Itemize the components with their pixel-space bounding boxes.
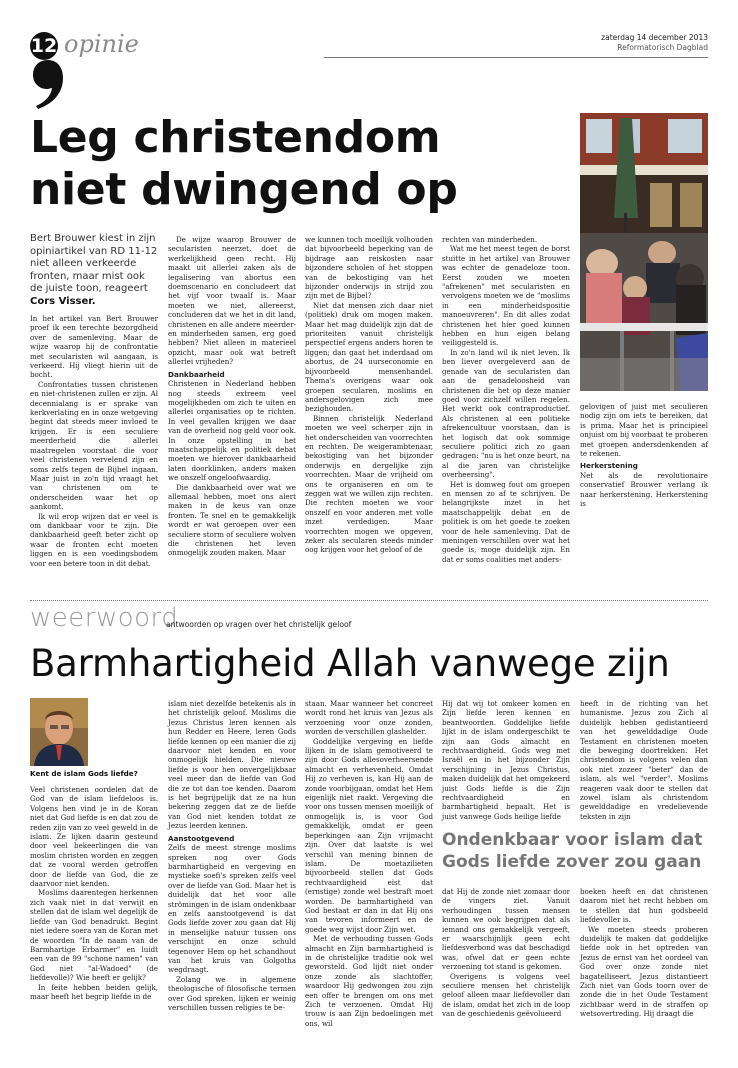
paragraph: rechten van minderheden.: [442, 235, 538, 244]
terrace-photo: [580, 113, 708, 391]
subheading: Aanstootgevend: [168, 833, 235, 843]
paragraph: Goddelijke vergeving en liefde lijken in de islam gemotiveerd te zijn door Gods allesoverheersende almacht en verhevenheid. Omdat Hij zo verheven is, kan Hij aan de zonde voorbijgaan, omdat het Hem eigenlijk niet raakt. Vergeving die voor ons tussen mensen moeilijk of onmogelijk is, is voor God gemakkelijk, omdat er geen beperkingen aan Zijn vrijmacht zijn. Over dat laatste is wel verschil van mening binnen de islam. De moetazilieten bijvoorbeeld stellen dat Gods rechtvaardigheid eist dat (ernstige) zonde wel bestraft moet worden. De barmhartigheid van God bestaat er dan in dat Hij ons van tevoren informeert en de goede weg wijst door Zijn wet.: [305, 736, 433, 934]
paragraph: Het is domweg fout om groepen en mensen zo af te schrijven. De belangrijkste inzet in het maatschappelijk debat en de politiek is om het goede te zoeken voor de hele samenleving. Dat de meningen verschillen over wat het goede is, moge duidelijk zijn. En dat er soms coalities met anders-: [442, 479, 570, 564]
article2-headline: Barmhartigheid Allah vanwege zijn: [30, 642, 670, 685]
paragraph: Die dankbaarheid over wat we allemaal hebben, moet ons alert maken in de keus van onze fronten. Te snel en te gemakkelijk wordt er wat geroepen over een seculiere storm of seculiere wolven die christenen het leven onmogelijk zouden maken. Maar: [168, 482, 296, 558]
paragraph: Zolang we in algemene theologische of filosofische termen over God spreken, lijken er weinig verschillen tussen religies te be-: [168, 974, 296, 1012]
article1-column-5: [580, 402, 708, 508]
portrait-caption: Kent de islam Gods liefde?: [30, 769, 138, 778]
paragraph: Wat me het meest tegen de borst stuitte in het artikel van Brouwer was echter de genadeloze toon. Eerst zouden we moeten "afrekenen" met secularisten en vervolgens moeten we de "moslims in een minderheidspositie manoeuvreren". En dit alles zodat christenen het hier goed kunnen hebben en hun eigen belang veiliggesteld is.: [442, 244, 570, 348]
paragraph: Confrontaties tussen christenen en niet-christenen zullen er zijn. Al decennialang is er sprake van kerkverlating en in onze wetgeving begint dat steeds meer invloed te krijgen. Er is een seculiere meerderheid die allerlei maatregelen voorstaat die voor veel christenen vervelend zijn en soms zelfs tegen de Bijbel ingaan. Maar juist in zo'n tijd vraagt het van christenen om te onderscheiden waar het op aankomt.: [30, 379, 158, 512]
article1-column-4: [442, 235, 570, 564]
paragraph: Binnen christelijk Nederland moeten we veel scherper zijn in het onderscheiden van voorrechten en rechten. De weigerambtenaar, bekostiging van het bijzonder onderwijs en dergelijke zijn voorrechten. Maar de vrijheid om ons te organiseren en om te zeggen wat we willen zijn rechten. Die rechten moeten we voor onszelf en voor anderen met volle inzet verdedigen. Maar voorrechten mogen we opgeven, zeker als secularen steeds minder oog krijgen voor het geloof of de: [305, 413, 433, 555]
author-name: Cors Visser.: [30, 295, 96, 307]
page-number: 12: [30, 32, 58, 60]
paragraph: In feite hebben beiden gelijk, maar heeft het begrip liefde in de: [30, 982, 158, 1001]
paragraph: In het artikel van Bert Brouwer proef ik een terechte bezorgdheid over de samenleving. Maar de wijze waarop hij de confrontatie met secularisten wil aangaan, is verkeerd. Hij vliegt hierin uit de bocht.: [30, 314, 158, 380]
paragraph: gelovigen of juist met seculieren nodig zijn om iets te bereiken, dat is prima. Maar het is principieel onjuist om bij voorbaat te proberen met groepen andersdenkenden af te rekenen.: [580, 402, 708, 459]
paragraph: staan. Maar wanneer het concreet wordt rond het kruis van Jezus als verzoening voor onze zonden, worden de verschillen glashelder.: [305, 699, 433, 737]
paragraph: we kunnen toch moeilijk volhouden dat bijvoorbeeld beperking van de bijdrage aan reiskosten naar bijzondere scholen of het stoppen van de bekostiging van het bijzonder onderwijs in strijd zou zijn met de Bijbel?: [305, 235, 433, 301]
paragraph: islam niet dezelfde betekenis als in het christelijk geloof. Moslims die Jezus Christus leren kennen als hun Redder en Heere, leren Gods liefde kennen op een manier die zij daarvoor niet kenden en voor onmogelijk hielden. Die nieuwe liefde is voor hen onvergelijkbaar veel meer dan de liefde van God die ze tot dan toe kenden. Daarom is het begrijpelijk dat ze na hun bekering zeggen dat ze de liefde van God niet kenden totdat ze Jezus leerden kennen.: [168, 699, 296, 831]
article-headline: [30, 112, 458, 216]
paragraph: In zo'n land wil ik niet leven. Ik ben liever overgeleverd aan de genade van de secularisten dan aan de genadeloosheid van christenen die het op deze manier goed voor zichzelf willen regelen. Het werkt ook contraproductief. Als christenen al een politieke afrekencultuur voorstaan, dan is het logisch dat ook sommige seculiere politici zich zo gaan gedragen: "nu is het onze beurt, na al die jaren van christelijke overheersing".: [442, 347, 570, 480]
subheading: Herkerstening: [580, 461, 638, 471]
paragraph: Ik wil erop wijzen dat er veel is om dankbaar voor te zijn. Die dankbaarheid geeft beter zicht op waar de fronten echt moeten liggen en is een voedingsbodem voor een betere toon in dit debat.: [30, 511, 158, 568]
section-divider: [30, 600, 708, 601]
article1-column-1: [30, 314, 158, 568]
article1-column-2: [168, 235, 296, 558]
paragraph: Niet dat mensen zich daar niet (politiek) druk om mogen maken. Maar het mag duidelijk zijn dat de prioriteiten vanuit christelijk perspectief ergens anders horen te liggen; dan gaat het inderdaad om abortus, de 24 uurseconomie en bijvoorbeeld mensenhandel. Thema's overigens waar ook groepen secularen, moslims en andersgelovigen zich mee bezighouden.: [305, 300, 433, 414]
paragraph: De wijze waarop Brouwer de secularisten neerzet, doet de werkelijkheid geen recht. Hij maakt uit allerlei zaken als de legalisering van abortus een doemscenario en concludeert dat het vijf voor twaalf is. Maar moeten we niet, allereerst, concluderen dat we het in dit land, christenen en alle andere meerder- en minderheden samen, erg goed hebben? Niet alleen in materieel opzicht, maar ook wat betreft allerlei vrijheden?: [168, 235, 296, 367]
article2-column-4: [442, 699, 570, 821]
article2-column-2: [168, 699, 296, 1012]
article1-column-3: [305, 235, 433, 555]
section-title: opinie: [64, 30, 139, 58]
paragraph: heeft in de richting van het humanisme. Jezus zou Zich al duidelijk hebben gedistantieerd van het gewelddadige Oude Testament en christenen moeten die beweging doortrekken. Het christendom is volgens velen dan ook niet zozeer "beter" dan de islam, als wel "verder". Moslims reageren vaak door te stellen dat zowel islam als christendom gewelddadige en vredelievende teksten in zijn: [580, 699, 708, 821]
article2-column-5: [580, 699, 708, 821]
article-intro: [30, 233, 158, 309]
subheading: Dankbaarheid: [168, 369, 225, 379]
article2-column-1: [30, 785, 158, 1001]
intro-text: Bert Brouwer kiest in zijn opiniartikel van RD 11-12 niet alleen verkeerde fronten, maar mist ook de juiste toon, reageert: [30, 233, 158, 295]
headline-line-1: Leg christendom: [30, 112, 441, 163]
paragraph: boeken heeft en dat christenen daarom niet het recht hebben om te stellen dat hun godsbeeld liefdevoller is.: [580, 887, 708, 925]
paragraph: Overigens is volgens veel seculiere mensen het christelijk geloof alleen maar liefdevoller dan de islam, omdat het zich in de loop van de geschiedenis geëvolueerd: [442, 971, 570, 1019]
header-rule: [324, 57, 708, 58]
article2-column-3: [305, 699, 433, 1028]
paragraph: Net als de revolutionaire conservatief Brouwer verlang ik naar herkerstening. Herkerstening is: [580, 470, 708, 509]
weerwoord-label: weerwoord: [30, 603, 179, 633]
paragraph: We moeten steeds proberen duidelijk te maken dat goddelijke liefde ook in het optreden van Jezus de ernst van het oordeel van God over onze zonde niet bagatelliseert. Jezus distantieert Zich niet van Gods toorn over de zonde die in het Oude Testament zichtbaar werd in de straffen op wetsovertreding. Hij draagt die: [580, 924, 708, 1019]
headline-line-2: niet dwingend op: [30, 164, 458, 215]
article2-column-4b: [442, 887, 570, 1019]
newspaper-name: Reformatorisch Dagblad: [617, 43, 708, 52]
paragraph: Veel christenen oordelen dat de God van de islam liefdeloos is. Volgens hen vind je in de Koran niet dat God liefde is en dat zou de reden zijn van zo veel geweld in de islam. Ze lijken daarin gesteund door veel bekeerlingen die van moslim christen worden en zeggen dat ze vooral werden getroffen door de liefde van God, die ze daarvoor niet kenden.: [30, 785, 158, 889]
weerwoord-subtitle: antwoorden op vragen over het christelijk geloof: [166, 620, 352, 629]
paragraph: Met de verhouding tussen Gods almacht en Zijn barmhartigheid is in de christelijke traditie ook wel geworsteld. God lijdt niet onder onze zonde als slachtoffer, waardoor Hij gedwongen zou zijn een offer te brengen om ons met Zich te verzoenen. Omdat Hij trouw is aan Zijn bedoelingen met ons, wil: [305, 934, 433, 1028]
article2-column-5b: [580, 887, 708, 1019]
comma-logo-icon: [30, 58, 66, 110]
author-portrait: [30, 698, 88, 766]
paragraph: Hij dat wij tot omkeer komen en Zijn liefde leren kennen en beantwoorden. Goddelijke liefde lijkt in de islam ondergeschikt te zijn aan Gods almacht en rechtvaardigheid. Gods weg met Israël en in het bijzonder Zijn verschijning in Jezus Christus, maken duidelijk dat het omgekeerd juist Gods liefde is die Zijn rechtvaardigheid en barmhartigheid bepaalt. Het is juist vanwege Gods heilige liefde: [442, 699, 570, 821]
paragraph: Moslims daarentegen herkennen zich vaak niet in dat verwijt en stellen dat de islam wel degelijk de liefde van God benadrukt. Begint niet iedere soera van de Koran met de woorden "In de naam van de Barmhartige Erbarmer" en luidt een van de 99 "schone namen" van God niet "al-Wadoed" (de liefdevolle)? Wie heeft er gelijk?: [30, 888, 158, 983]
issue-date: zaterdag 14 december 2013: [601, 33, 708, 42]
paragraph: Zelfs de meest strenge moslims spreken nog over Gods barmhartigheid en vergeving en mystieke soefi's spreken zelfs veel over de liefde van God. Maar het is duidelijk dat het voor alle strömingen in de islam ondenkbaar en zelfs aanstootgevend is dat Gods liefde zover zou gaan dat Hij in menselijke natuur tussen ons verschijnt en onze schuld tegenover Hem op het schandhout van het kruis van Golgotha wegdraagt.: [168, 843, 296, 975]
pull-quote: Ondenkbaar voor islam dat Gods liefde zover zou gaan: [442, 830, 703, 872]
paragraph: Christenen in Nederland hebben nog steeds extreem veel mogelijkheden om zich te uiten en allerlei organisaties op te richten. In veel gevallen krijgen we daar van de overheid nog geld voor ook. In onze opstelling in het maatschappelijk en politiek debat moeten we hierover dankbaarheid laten doorklinken, anders maken we onszelf ongeloofwaardig.: [168, 379, 296, 483]
paragraph: dat Hij de zonde niet zomaar door de vingers ziet. Vanuit verhoudingen tussen mensen kunnen we ook begrijpen dat als iemand ons gemakkelijk vergeeft, er waarschijnlijk geen echt liefdesverbond was dat beschadigd was, ofwel dat er geen echte verzoening tot stand is gekomen.: [442, 887, 570, 972]
